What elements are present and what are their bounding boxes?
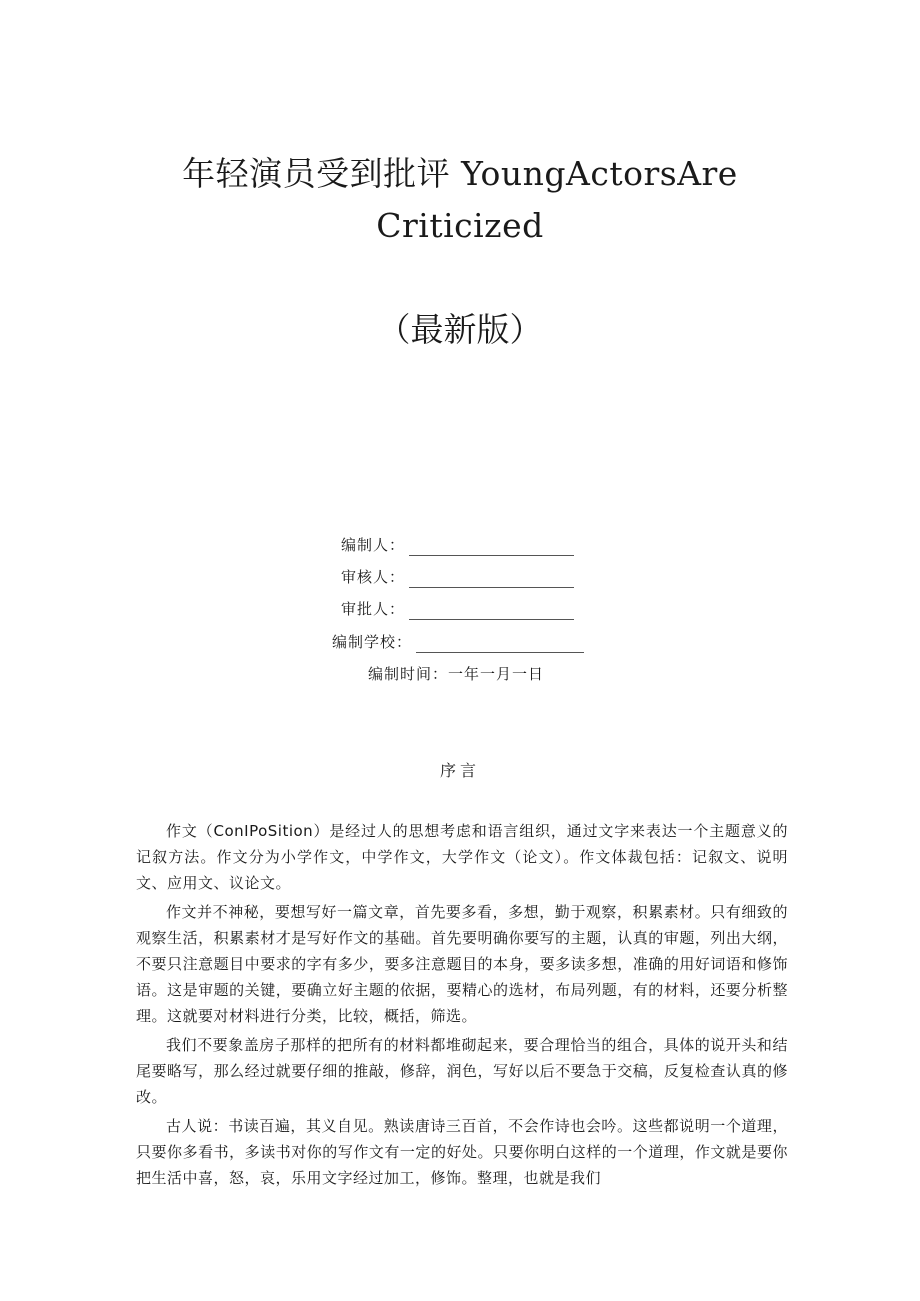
paragraph: 作文（ConIPoSition）是经过人的思想考虑和语言组织，通过文字来表达一个主题意义的记叙方法。作文分为小学作文，中学作文，大学作文（论文）。作文体裁包括：记叙文、说明文、应用文、议论文。 [136,822,788,892]
reviewer-row [341,566,574,588]
approver-blank-line [409,603,574,620]
preface-body [136,818,788,1194]
paragraph: 我们不要象盖房子那样的把所有的材料都堆砌起来，要合理恰当的组合，具体的说开头和结尾要略写，那么经过就要仔细的推敲，修辞，润色，写好以后不要急于交稿，反复检查认真的修改。 [136,1036,788,1106]
school-row [332,631,584,653]
date-line: 编制时间：一年一月一日 [368,665,545,683]
edition-label: （最新版） [377,310,543,349]
preface-heading: 序言 [439,761,480,780]
school-blank-line [416,636,584,653]
compiler-label: 编制人： [341,536,406,554]
title-line-1: 年轻演员受到批评 YoungActorsAre [182,154,738,193]
reviewer-label: 审核人： [341,568,406,586]
compiler-row [341,534,574,556]
approver-row [341,598,574,620]
title-line-2: Criticized [376,206,544,245]
school-label: 编制学校： [332,633,413,651]
date-row [368,663,544,685]
reviewer-blank-line [409,571,574,588]
approver-label: 审批人： [341,600,406,618]
compiler-blank-line [409,539,574,556]
paragraph: 作文并不神秘，要想写好一篇文章，首先要多看，多想，勤于观察，积累素材。只有细致的观察生活，积累素材才是写好作文的基础。首先要明确你要写的主题，认真的审题，列出大纲，不要只注意题目中要求的字有多少，要多注意题目的本身，要多读多想，准确的用好词语和修饰语。这是审题的关键，要确立好主题的依据，要精心的选材，布局列题，有的材料，还要分析整理。这就要对材料进行分类，比较，概括，筛选。 [136,903,788,1025]
document-title [100,148,820,252]
paragraph: 古人说：书读百遍，其义自见。熟读唐诗三百首，不会作诗也会吟。这些都说明一个道理，只要你多看书，多读书对你的写作文有一定的好处。只要你明白这样的一个道理，作文就是要你把生活中喜，怒，哀，乐用文字经过加工，修饰。整理，也就是我们 [136,1117,788,1187]
